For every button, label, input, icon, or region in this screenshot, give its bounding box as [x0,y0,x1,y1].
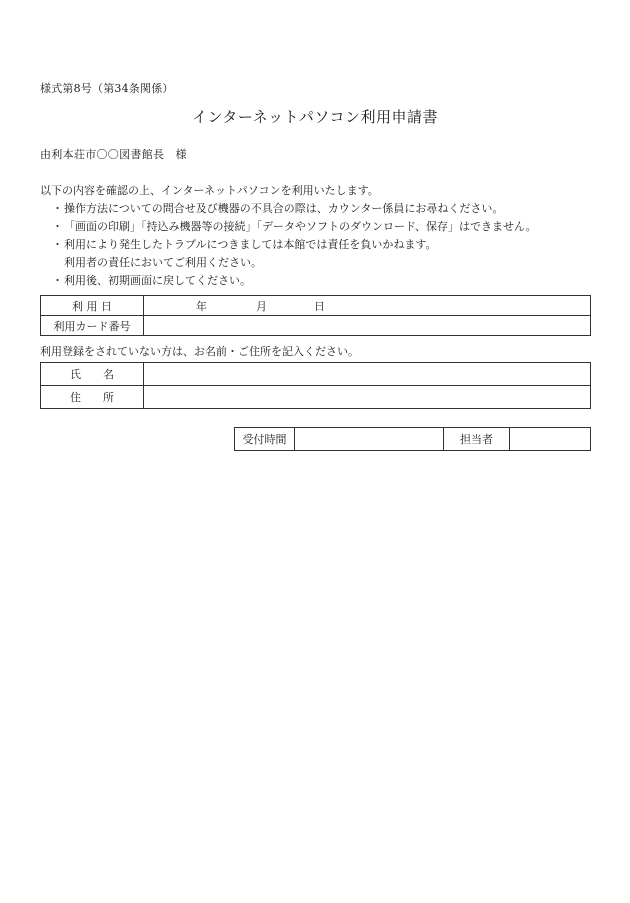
card-number-field[interactable] [144,316,591,336]
bullet-icon: ・ [52,202,63,215]
note-item: ・利用後、初期画面に戻してください。 [52,272,537,290]
note-item: ・「画面の印刷」「持込み機器等の接続」「データやソフトのダウンロード、保存」はできません。 [52,218,537,236]
usage-date-field[interactable] [144,296,591,316]
bullet-icon: ・ [52,238,63,251]
name-label-cell [41,363,144,386]
address-field[interactable] [144,386,591,409]
intro-text: 以下の内容を確認の上、インターネットパソコンを利用いたします。 [40,184,379,197]
note-item: ・利用により発生したトラブルにつきましては本館では責任を負いかねます。 [52,236,537,254]
staff-field[interactable] [510,428,591,451]
table-row [235,428,591,451]
staff-label: 担当者 [444,428,510,451]
note-item-continued: 利用者の責任においてご利用ください。 [64,256,262,269]
month-label: 月 [256,300,267,313]
table-row [41,386,591,409]
address-label: 住所 [70,391,136,404]
page-title: インターネットパソコン利用申請書 [191,108,439,126]
usage-date-label: 利 用 日 [41,296,144,316]
day-label: 日 [314,300,325,313]
usage-table [40,295,591,336]
name-field[interactable] [144,363,591,386]
address-label-cell [41,386,144,409]
bullet-icon: ・ [52,274,63,287]
table-row [41,296,591,316]
notes-list [52,200,537,290]
addressee: 由利本荘市〇〇図書館長 様 [40,148,187,161]
person-table [40,362,591,409]
note-item: ・操作方法についての問合せ及び機器の不具合の際は、カウンター係員にお尋ねください。 [52,200,537,218]
register-note: 利用登録をされていない方は、お名前・ご住所を記入ください。 [40,345,359,358]
name-label: 氏名 [70,368,136,381]
reception-time-label: 受付時間 [235,428,295,451]
year-label: 年 [196,300,207,313]
reception-time-field[interactable] [295,428,444,451]
table-row [41,316,591,336]
reception-table [234,427,591,451]
table-row [41,363,591,386]
bullet-icon: ・ [52,220,63,233]
card-number-label: 利用カード番号 [41,316,144,336]
form-reference: 様式第8号（第34条関係） [40,82,174,95]
